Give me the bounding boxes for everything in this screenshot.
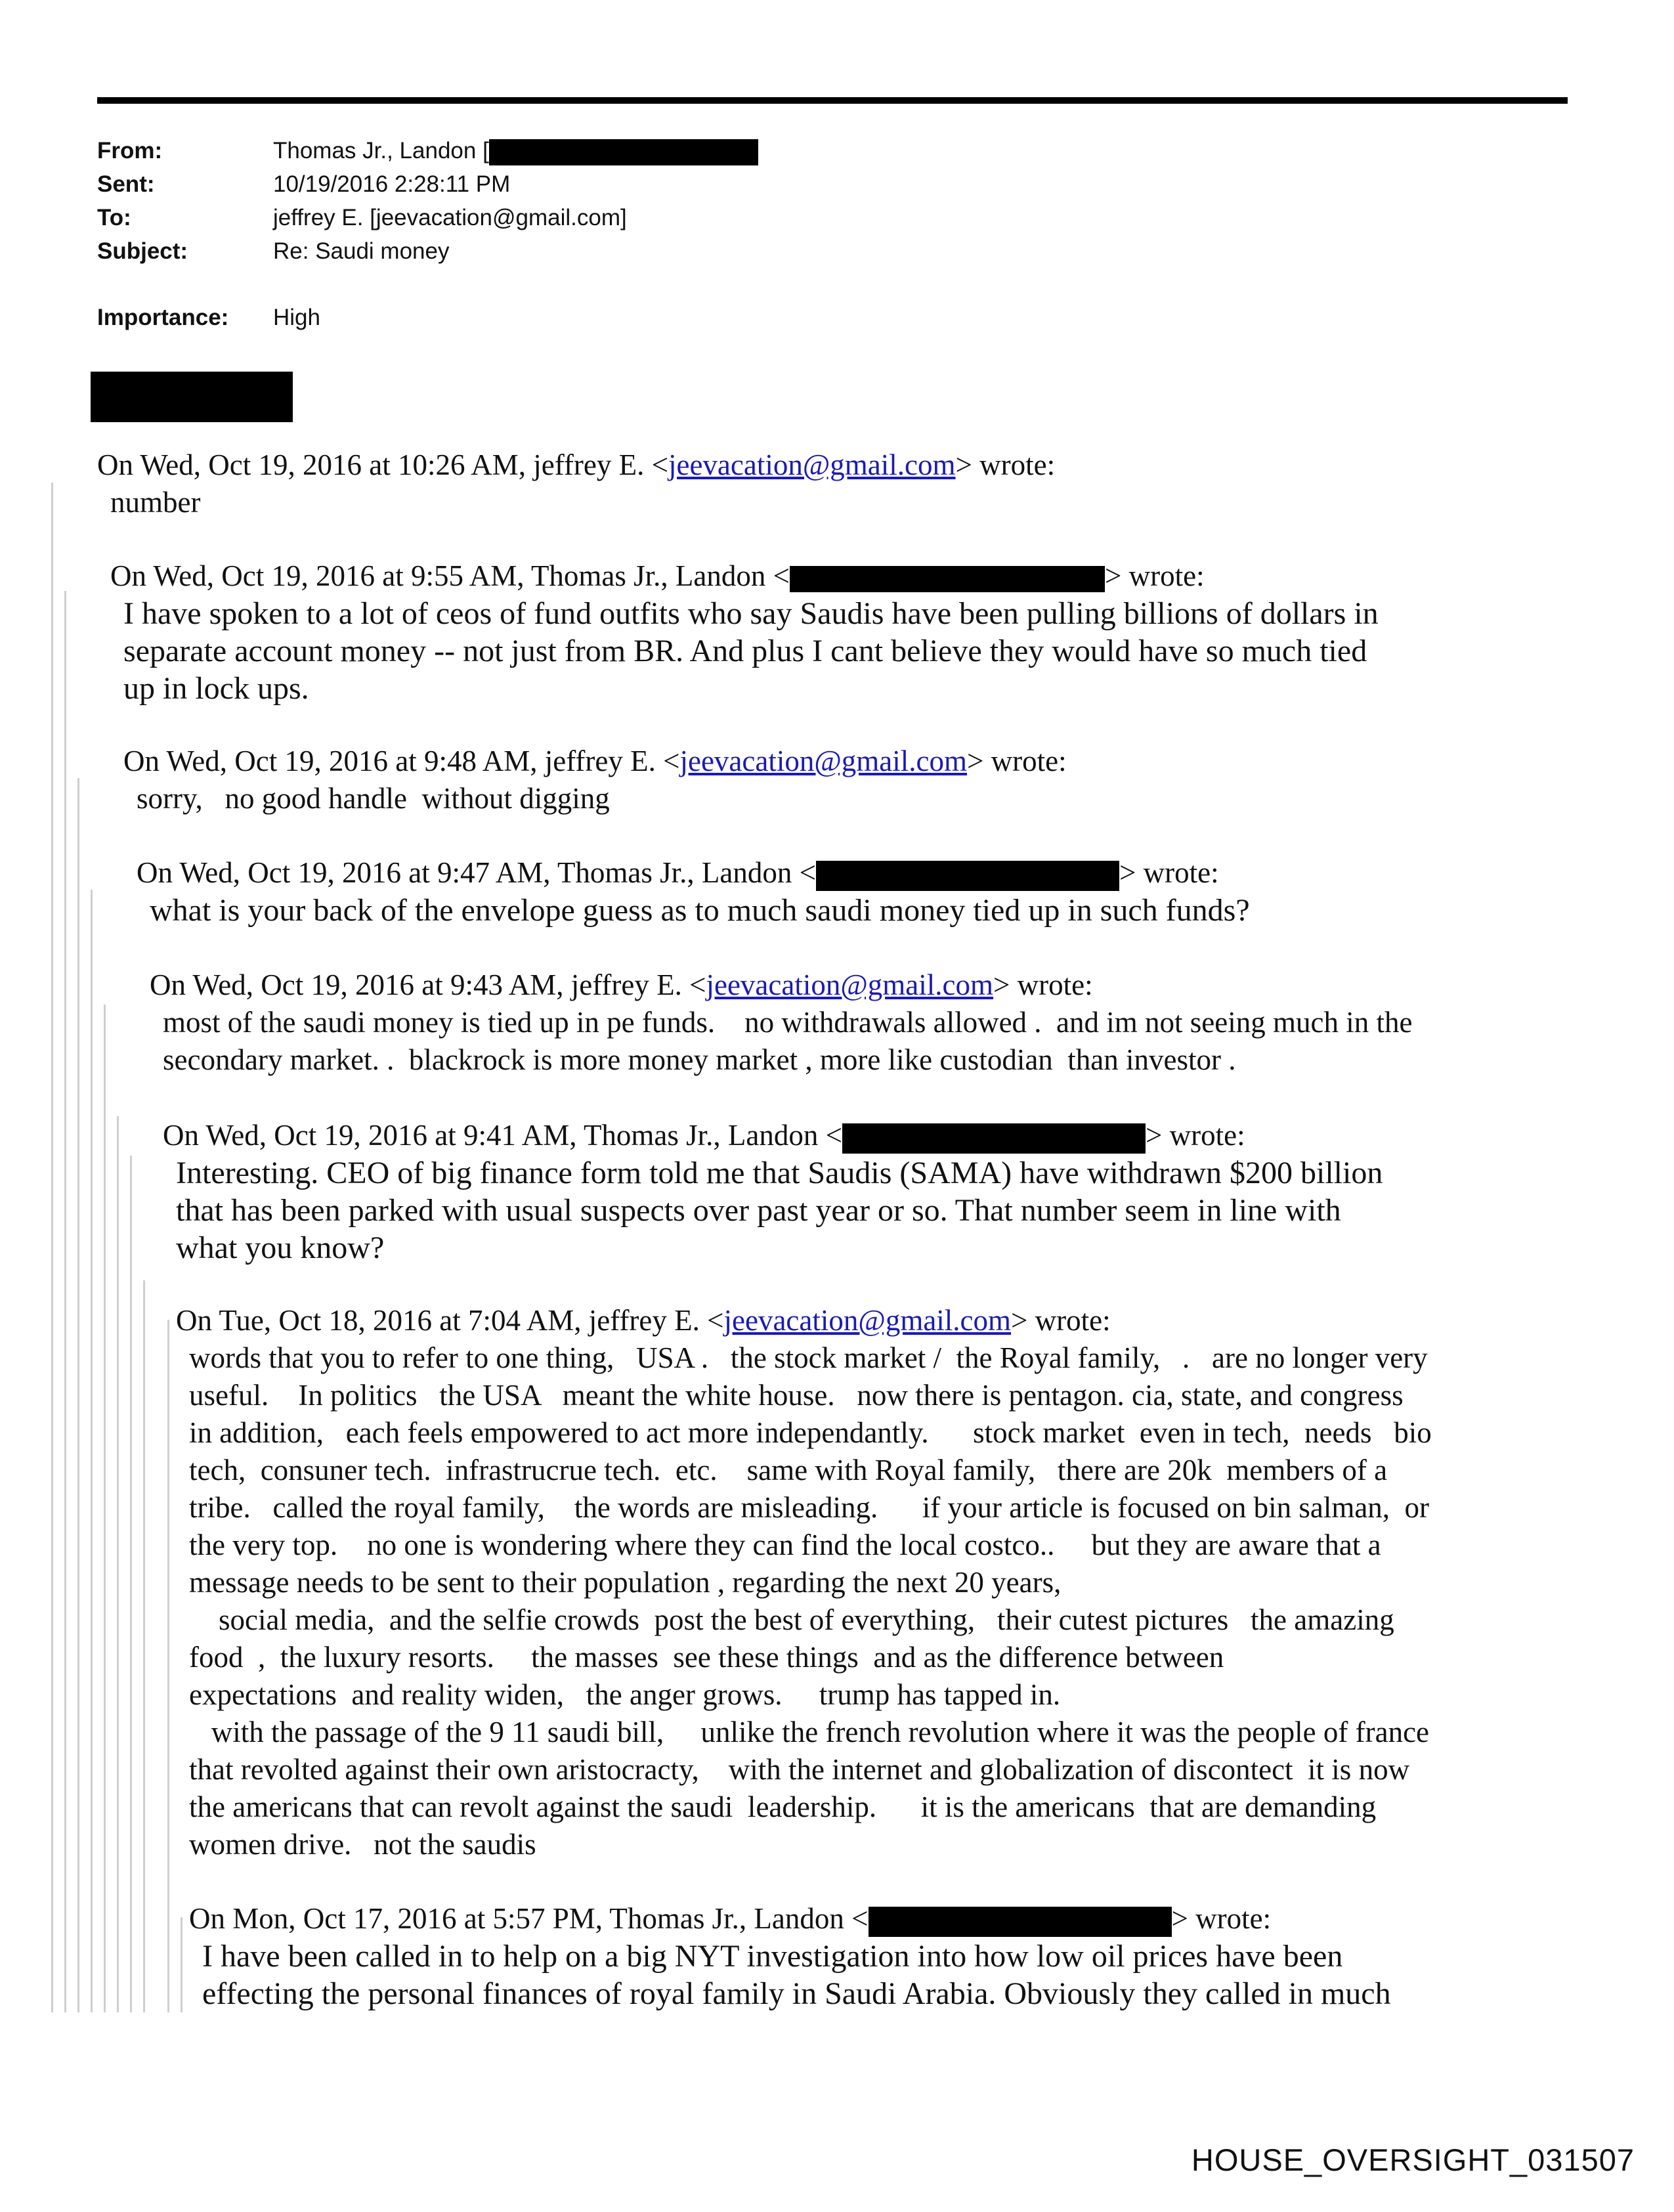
quote-bar: [104, 1005, 106, 2012]
redaction-box: [842, 1123, 1146, 1154]
header-rule: [97, 97, 1568, 104]
quoted-message: [123, 743, 1067, 817]
quote-attribution: On Tue, Oct 18, 2016 at 7:04 AM, jeffrey E. <jeevacation@gmail.com> wrote:: [176, 1304, 1111, 1337]
quote-bar: [181, 1917, 182, 2012]
importance-row: [97, 301, 320, 334]
email-link[interactable]: jeevacation@gmail.com: [679, 745, 967, 777]
message-body: most of the saudi money is tied up in pe funds. no withdrawals allowed . and im not seeing much in the secondary market. . blackrock is more money market , more like custodian than investor .: [163, 1006, 1413, 1076]
importance-value: High: [273, 305, 320, 330]
from-label: From:: [97, 138, 163, 163]
quote-bar: [117, 1116, 119, 2012]
email-link[interactable]: jeevacation@gmail.com: [668, 448, 956, 481]
from-row: [97, 134, 758, 167]
redaction-box: [790, 566, 1105, 592]
to-label: To:: [97, 205, 131, 230]
redaction-box: [91, 372, 293, 422]
redaction-box: [869, 1907, 1172, 1937]
message-body: sorry, no good handle without digging: [137, 782, 610, 815]
message-body: what is your back of the envelope guess as to much saudi money tied up in such funds?: [150, 893, 1250, 928]
from-value: Thomas Jr., Landon [: [273, 138, 489, 163]
quote-bar: [51, 483, 53, 2012]
quoted-message: [163, 1117, 1383, 1267]
quote-bar: [167, 1320, 169, 2012]
quote-bar: [143, 1280, 145, 2012]
quote-attribution: On Wed, Oct 19, 2016 at 9:55 AM, Thomas Jr., Landon < > wrote:: [110, 559, 1205, 592]
email-link[interactable]: jeevacation@gmail.com: [723, 1304, 1012, 1337]
message-body: Interesting. CEO of big finance form told me that Saudis (SAMA) have withdrawn $200 billion that has been parked with usual suspects over past year or so. That number seem in line with what you know?: [176, 1156, 1383, 1265]
quoted-message: [150, 966, 1412, 1079]
quote-attribution: On Wed, Oct 19, 2016 at 9:43 AM, jeffrey E. <jeevacation@gmail.com> wrote:: [150, 968, 1093, 1001]
sent-row: [97, 167, 510, 201]
quote-attribution: On Wed, Oct 19, 2016 at 10:26 AM, jeffrey E. <jeevacation@gmail.com> wrote:: [97, 448, 1056, 481]
message-body: number: [110, 486, 201, 519]
to-value: jeffrey E. [jeevacation@gmail.com]: [273, 205, 627, 230]
message-body: I have spoken to a lot of ceos of fund outfits who say Saudis have been pulling billions of dollars in separate account money -- not just from BR. And plus I cant believe they would have so much tied up in lock ups.: [123, 596, 1379, 706]
subject-value: Re: Saudi money: [273, 238, 450, 264]
quote-bar: [130, 1156, 132, 2012]
subject-row: [97, 234, 449, 268]
importance-label: Importance:: [97, 305, 229, 330]
email-link[interactable]: jeevacation@gmail.com: [706, 968, 993, 1001]
message-body: I have been called in to help on a big NYT investigation into how low oil prices have been effecting the personal finances of royal family in Saudi Arabia. Obviously they called in much: [202, 1939, 1391, 2011]
quote-attribution: On Wed, Oct 19, 2016 at 9:47 AM, Thomas Jr., Landon < > wrote:: [137, 854, 1250, 892]
quote-attribution: On Mon, Oct 17, 2016 at 5:57 PM, Thomas Jr., Landon < > wrote:: [189, 1900, 1391, 1938]
sent-value: 10/19/2016 2:28:11 PM: [273, 171, 511, 197]
quote-bar: [64, 591, 66, 2012]
to-row: [97, 201, 627, 234]
subject-label: Subject:: [97, 238, 188, 264]
redaction-box: [816, 861, 1119, 891]
redaction-box: [489, 139, 758, 165]
quoted-message: [189, 1900, 1391, 2012]
quote-attribution: On Wed, Oct 19, 2016 at 9:48 AM, jeffrey E. <jeevacation@gmail.com> wrote:: [123, 745, 1067, 777]
quoted-message: [110, 557, 1379, 707]
quote-attribution: On Wed, Oct 19, 2016 at 9:41 AM, Thomas Jr., Landon < > wrote:: [163, 1117, 1383, 1154]
sent-label: Sent:: [97, 171, 155, 197]
quoted-message: [97, 446, 1055, 521]
quote-bar: [91, 890, 93, 2012]
bates-number: HOUSE_OVERSIGHT_031507: [1191, 2142, 1635, 2177]
message-body: words that you to refer to one thing, USA . the stock market / the Royal family, . are no longer very useful. In politics the USA meant the white house. now there is pentagon. cia, state, and congress in addition, each feels empowered to act more independantly. stock market even in tech, needs bio tech, consuner tech. infrastrucrue tech. etc. same with Royal family, there are 20k members of a tribe. called the royal family, the words are misleading. if your article is focused on bin salman, or the very top. no one is wondering where they can find the local costco.. but they are aware that a message needs to be sent to their population , regarding the next 20 years, social media, and the selfie crowds post the best of everything, their cutest pictures the amazing food , the luxury resorts. the masses see these things and as the difference between expectations and reality widen, the anger grows. trump has tapped in. with the passage of the 9 11 saudi bill, unlike the french revolution where it was the people of france that revolted against their own aristocracty, with the internet and globalization of discontect it is now the americans that can revolt against the saudi leadership. it is the americans that are demanding women drive. not the saudis: [189, 1341, 1432, 1861]
quoted-message: [176, 1302, 1432, 1863]
quote-bar: [77, 778, 79, 2012]
quoted-message: [137, 854, 1250, 929]
